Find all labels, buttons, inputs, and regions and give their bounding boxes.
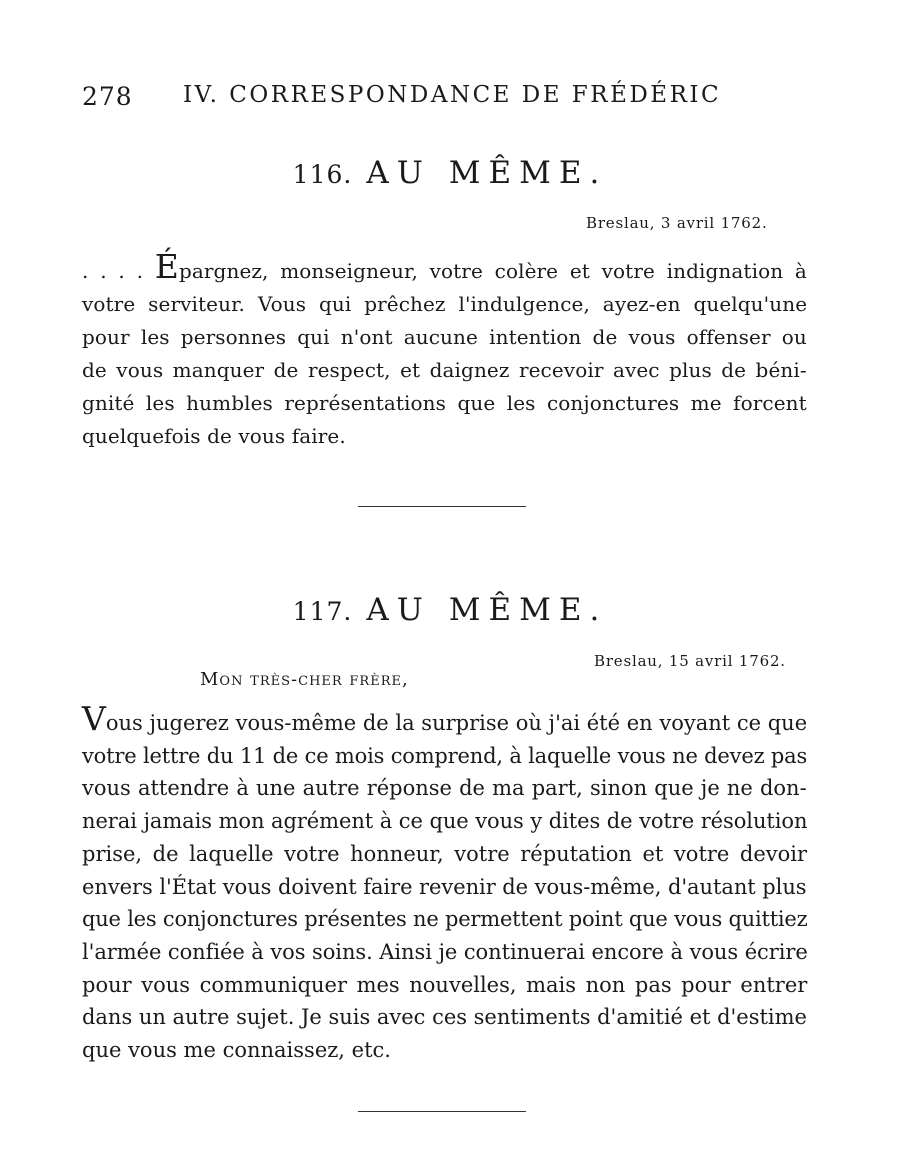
text-line-content: pargnez, monseigneur, votre colère et votre indignation à	[178, 259, 807, 283]
text-line: gnité les humbles représentations que les conjonctures me forcent	[82, 391, 807, 415]
text-line: votre lettre du 11 de ce mois comprend, à laquelle vous ne devez pas	[82, 743, 808, 768]
text-line: pour les personnes qui n'ont aucune intention de vous offenser ou	[82, 325, 807, 349]
letter-117-heading	[0, 592, 900, 628]
letter-117-body	[82, 699, 808, 1067]
salutation: Mon très-cher frère,	[200, 669, 409, 690]
text-line: votre serviteur. Vous qui prêchez l'indulgence, ayez-en quelqu'une	[82, 292, 808, 316]
running-title: IV. CORRESPONDANCE DE FRÉDÉRIC	[183, 82, 722, 108]
text-line: l'armée confiée à vos soins. Ainsi je continuerai encore à vous écrire	[82, 939, 808, 964]
text-line: prise, de laquelle votre honneur, votre réputation et votre devoir	[82, 841, 808, 866]
letter-title: AU MÊME.	[366, 592, 608, 628]
text-line: pour vous communiquer mes nouvelles, mais non pas pour entrer	[82, 972, 808, 997]
letter-title: AU MÊME.	[366, 155, 608, 191]
dateline: Breslau, 3 avril 1762.	[586, 214, 768, 232]
text-line: envers l'État vous doivent faire revenir de vous-même, d'autant plus	[82, 874, 807, 899]
page-number: 278	[82, 82, 133, 111]
letter-116-heading	[0, 155, 900, 191]
text-line: que vous me connaissez, etc.	[82, 1038, 391, 1063]
text-line-content: ous jugerez vous-même de la surprise où j'ai été en voyant ce que	[105, 711, 808, 735]
text-line: vous attendre à une autre réponse de ma part, sinon que je ne don-	[82, 776, 807, 801]
text-line: que les conjonctures présentes ne permettent point que vous quittiez	[82, 907, 808, 932]
dateline: Breslau, 15 avril 1762.	[594, 652, 786, 670]
text-line: dans un autre sujet. Je suis avec ces sentiments d'amitié et d'estime	[82, 1005, 807, 1030]
text-line: nerai jamais mon agrément à ce que vous y dites de votre résolution	[82, 809, 808, 834]
ellipsis-leader: . . . .	[82, 259, 155, 283]
letter-number: 117.	[292, 597, 353, 626]
letter-number: 116.	[292, 160, 353, 189]
drop-cap: É	[154, 247, 179, 286]
letter-116-body	[82, 247, 808, 453]
drop-cap: V	[82, 699, 106, 738]
text-line	[82, 247, 807, 288]
section-divider	[358, 506, 526, 507]
section-divider	[358, 1111, 526, 1112]
text-line: de vous manquer de respect, et daignez recevoir avec plus de béni-	[82, 358, 807, 382]
text-line: quelquefois de vous faire.	[82, 424, 346, 448]
text-line	[82, 699, 808, 740]
